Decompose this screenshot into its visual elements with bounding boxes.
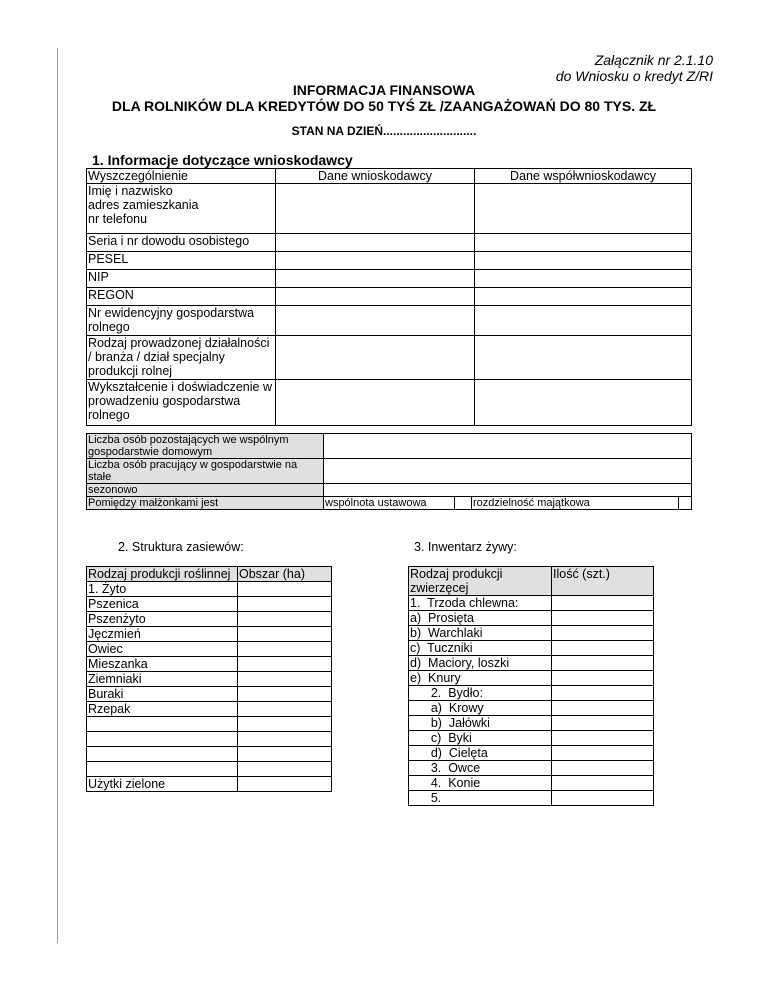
crop-structure-table <box>86 566 332 792</box>
margin-line <box>57 48 58 943</box>
title-line-2: DLA ROLNIKÓW DLA KREDYTÓW DO 50 TYŚ ZŁ /ZAANGAŻOWAŃ DO 80 TYS. ZŁ <box>111 98 657 114</box>
livestock-count-cell[interactable] <box>552 716 654 731</box>
crop-area-cell[interactable] <box>238 642 332 657</box>
crop-area-cell[interactable] <box>238 747 332 762</box>
crop-row-label: Mieszanka <box>87 657 238 672</box>
crop-area-cell[interactable] <box>238 777 332 792</box>
applicant-info-table <box>86 168 692 426</box>
household-row-label: Liczba osób pozostających we wspólnym gospodarstwie domowym <box>87 434 324 459</box>
crop-row-label: Owiec <box>87 642 238 657</box>
applicant-cell[interactable] <box>276 184 475 234</box>
header-ilosc: Ilość (szt.) <box>552 567 654 596</box>
crop-area-cell[interactable] <box>238 702 332 717</box>
row-label: NIP <box>87 270 276 288</box>
livestock-row-label: a) Krowy <box>409 701 552 716</box>
livestock-count-cell[interactable] <box>552 686 654 701</box>
row-label: Imię i nazwisko adres zamieszkania nr telefonu <box>87 184 276 234</box>
crop-area-cell[interactable] <box>238 612 332 627</box>
applicant-cell[interactable] <box>276 234 475 252</box>
livestock-row-label: 5. <box>409 791 552 806</box>
livestock-row-label: b) Warchlaki <box>409 626 552 641</box>
crop-row-label: Pszenica <box>87 597 238 612</box>
checkbox-wspolnota[interactable] <box>455 497 472 510</box>
crop-area-cell[interactable] <box>238 627 332 642</box>
section-2-title: 2. Struktura zasiewów: <box>118 540 244 554</box>
header-dane-wspolwnioskodawcy: Dane współwnioskodawcy <box>475 169 692 184</box>
livestock-row-label: e) Knury <box>409 671 552 686</box>
crop-row-label[interactable] <box>87 732 238 747</box>
livestock-count-cell[interactable] <box>552 626 654 641</box>
livestock-count-cell[interactable] <box>552 656 654 671</box>
livestock-count-cell[interactable] <box>552 761 654 776</box>
crop-row-label: Użytki zielone <box>87 777 238 792</box>
row-label: REGON <box>87 288 276 306</box>
crop-area-cell[interactable] <box>238 672 332 687</box>
livestock-count-cell[interactable] <box>552 671 654 686</box>
livestock-count-cell[interactable] <box>552 596 654 611</box>
livestock-row-label: d) Maciory, loszki <box>409 656 552 671</box>
livestock-row-label: a) Prosięta <box>409 611 552 626</box>
livestock-count-cell[interactable] <box>552 776 654 791</box>
stan-na-dzien: STAN NA DZIEŃ............................ <box>291 124 477 138</box>
livestock-table <box>408 566 654 806</box>
header-wyszczegolnienie: Wyszczególnienie <box>87 169 276 184</box>
crop-area-cell[interactable] <box>238 582 332 597</box>
household-table <box>86 433 692 510</box>
coapplicant-cell[interactable] <box>475 336 692 380</box>
household-value-cell[interactable] <box>324 434 692 459</box>
option-wspolnota-ustawowa: wspólnota ustawowa <box>324 497 455 510</box>
crop-area-cell[interactable] <box>238 762 332 777</box>
coapplicant-cell[interactable] <box>475 306 692 336</box>
crop-area-cell[interactable] <box>238 597 332 612</box>
row-label: Wykształcenie i doświadczenie w prowadzeniu gospodarstwa rolnego <box>87 380 276 426</box>
crop-row-label: 1. Żyto <box>87 582 238 597</box>
annex-line-2: do Wniosku o kredyt Z/RI <box>555 68 713 84</box>
annex-line-1: Załącznik nr 2.1.10 <box>594 52 713 68</box>
crop-row-label: Jęczmień <box>87 627 238 642</box>
title-line-1: INFORMACJA FINANSOWA <box>292 82 476 98</box>
coapplicant-cell[interactable] <box>475 252 692 270</box>
header-dane-wnioskodawcy: Dane wnioskodawcy <box>276 169 475 184</box>
coapplicant-cell[interactable] <box>475 288 692 306</box>
livestock-count-cell[interactable] <box>552 746 654 761</box>
livestock-row-label: c) Byki <box>409 731 552 746</box>
crop-area-cell[interactable] <box>238 732 332 747</box>
coapplicant-cell[interactable] <box>475 380 692 426</box>
livestock-count-cell[interactable] <box>552 641 654 656</box>
section-1-title: 1. Informacje dotyczące wnioskodawcy <box>92 152 353 168</box>
household-row-label: sezonowo <box>87 484 324 497</box>
checkbox-rozdzielnosc[interactable] <box>679 497 692 510</box>
household-row-label: Pomiędzy małżonkami jest <box>87 497 324 510</box>
livestock-count-cell[interactable] <box>552 611 654 626</box>
applicant-cell[interactable] <box>276 380 475 426</box>
coapplicant-cell[interactable] <box>475 234 692 252</box>
applicant-cell[interactable] <box>276 336 475 380</box>
coapplicant-cell[interactable] <box>475 270 692 288</box>
household-value-cell[interactable] <box>324 484 692 497</box>
crop-area-cell[interactable] <box>238 717 332 732</box>
crop-row-label: Ziemniaki <box>87 672 238 687</box>
livestock-row-label: d) Cielęta <box>409 746 552 761</box>
crop-row-label[interactable] <box>87 717 238 732</box>
header-obszar: Obszar (ha) <box>238 567 332 582</box>
livestock-count-cell[interactable] <box>552 701 654 716</box>
crop-area-cell[interactable] <box>238 657 332 672</box>
crop-row-label[interactable] <box>87 747 238 762</box>
applicant-cell[interactable] <box>276 252 475 270</box>
crop-row-label[interactable] <box>87 762 238 777</box>
row-label: Seria i nr dowodu osobistego <box>87 234 276 252</box>
livestock-count-cell[interactable] <box>552 791 654 806</box>
livestock-row-label: 4. Konie <box>409 776 552 791</box>
crop-row-label: Buraki <box>87 687 238 702</box>
section-3-title: 3. Inwentarz żywy: <box>414 540 517 554</box>
header-rodzaj-produkcji-zwierzecej: Rodzaj produkcji zwierzęcej <box>409 567 552 596</box>
row-label: Rodzaj prowadzonej działalności / branża / dział specjalny produkcji rolnej <box>87 336 276 380</box>
crop-row-label: Pszenżyto <box>87 612 238 627</box>
livestock-count-cell[interactable] <box>552 731 654 746</box>
applicant-cell[interactable] <box>276 306 475 336</box>
crop-area-cell[interactable] <box>238 687 332 702</box>
household-row-label: Liczba osób pracujący w gospodarstwie na stałe <box>87 459 324 484</box>
row-label: PESEL <box>87 252 276 270</box>
livestock-row-label: 1. Trzoda chlewna: <box>409 596 552 611</box>
livestock-row-label: 3. Owce <box>409 761 552 776</box>
option-rozdzielnosc-majatkowa: rozdzielność majątkowa <box>472 497 679 510</box>
livestock-row-label: b) Jałówki <box>409 716 552 731</box>
annex-reference <box>556 52 713 84</box>
crop-row-label: Rzepak <box>87 702 238 717</box>
livestock-row-label: 2. Bydło: <box>409 686 552 701</box>
coapplicant-cell[interactable] <box>475 184 692 234</box>
applicant-cell[interactable] <box>276 288 475 306</box>
row-label: Nr ewidencyjny gospodarstwa rolnego <box>87 306 276 336</box>
applicant-cell[interactable] <box>276 270 475 288</box>
header-rodzaj-produkcji-roslinnej: Rodzaj produkcji roślinnej <box>87 567 238 582</box>
livestock-row-label: c) Tuczniki <box>409 641 552 656</box>
household-value-cell[interactable] <box>324 459 692 484</box>
